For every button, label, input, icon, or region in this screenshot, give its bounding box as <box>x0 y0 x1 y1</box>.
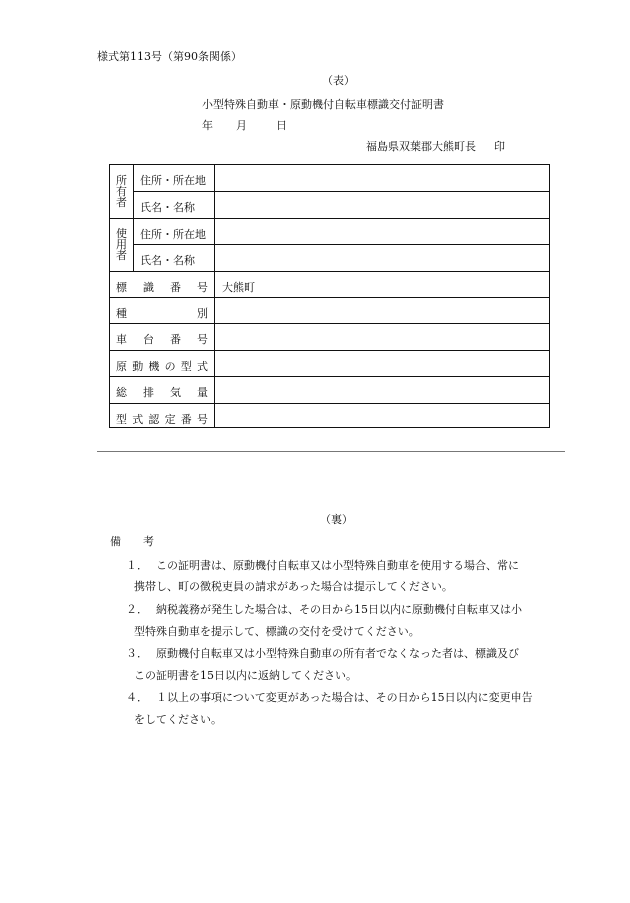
note-1-line-2: 携帯し、町の徴税吏員の請求があった場合は提示してください。 <box>134 580 453 593</box>
user-name-row <box>134 244 549 271</box>
label-char: 台 <box>143 333 154 347</box>
note-text: この証明書は、原動機付自転車又は小型特殊自動車を使用する場合、常に <box>156 559 519 572</box>
user-address-row <box>134 218 549 245</box>
label-char: 号 <box>196 412 208 426</box>
form-id: 様式第113号（第90条関係） <box>97 50 242 63</box>
user-char: 使 <box>116 227 127 241</box>
back-side-label: （裏） <box>320 513 353 526</box>
label-char: 排 <box>143 386 154 400</box>
label-char: 号 <box>197 333 208 347</box>
label-char: 標 <box>116 280 127 294</box>
engine-model-row <box>110 350 549 377</box>
label-char: 番 <box>170 333 181 347</box>
date-day: 日 <box>276 119 287 132</box>
label-char: 番 <box>180 412 192 426</box>
owner-address-row <box>134 165 549 191</box>
plate-number-label <box>116 279 208 295</box>
date-year: 年 <box>202 119 213 132</box>
label-char: 番 <box>170 280 181 294</box>
certificate-table <box>109 164 550 428</box>
note-3-line-2: この証明書を15日以内に返納してください。 <box>134 669 357 682</box>
label-char: 識 <box>143 280 154 294</box>
label-char: 量 <box>197 386 208 400</box>
note-number: ４． <box>126 691 148 704</box>
label-char: 定 <box>164 412 176 426</box>
user-char: 者 <box>116 249 127 263</box>
engine-model-label <box>116 358 208 374</box>
type-label <box>116 305 208 321</box>
label-char: 式 <box>196 359 208 373</box>
label-char: 型 <box>180 359 192 373</box>
note-2-line-2: 型特殊自動車を提示して、標識の交付を受けてください。 <box>134 625 420 638</box>
note-4-line-1 <box>126 689 533 705</box>
type-approval-label <box>116 411 208 427</box>
front-side-label: （表） <box>322 74 355 87</box>
label-char: 気 <box>170 386 181 400</box>
label-char: 型 <box>116 412 127 426</box>
date-line <box>202 117 287 133</box>
notes-heading: 備 考 <box>110 535 154 548</box>
chassis-number-row <box>110 323 549 350</box>
type-approval-row <box>110 403 549 430</box>
owner-char: 所 <box>116 173 127 187</box>
displacement-row <box>110 376 549 403</box>
owner-char: 有 <box>116 184 127 198</box>
displacement-label <box>116 384 208 400</box>
chassis-number-label <box>116 331 208 347</box>
owner-group-label <box>110 165 134 218</box>
issuer <box>366 138 505 154</box>
label-char: 号 <box>197 280 208 294</box>
note-2-line-1 <box>126 601 522 617</box>
page-divider <box>97 451 565 452</box>
label-char: 別 <box>197 307 208 320</box>
note-number: ２． <box>126 603 148 616</box>
owner-address-label: 住所・所在地 <box>140 174 206 187</box>
label-char: 式 <box>132 412 144 426</box>
owner-name-label: 氏名・名称 <box>140 201 195 215</box>
note-1-line-1 <box>126 557 519 573</box>
document-title: 小型特殊自動車・原動機付自転車標識交付証明書 <box>202 98 444 111</box>
user-name-label: 氏名・名称 <box>140 254 195 268</box>
note-number: １． <box>126 559 148 572</box>
note-3-line-1 <box>126 645 519 661</box>
owner-name-row <box>134 191 549 218</box>
note-number: ３． <box>126 647 148 660</box>
label-char: 動 <box>132 359 144 373</box>
label-char: 総 <box>116 386 127 400</box>
user-address-label: 住所・所在地 <box>140 227 206 241</box>
plate-number-row <box>110 271 549 298</box>
note-4-line-2: をしてください。 <box>134 713 222 726</box>
label-char: 種 <box>116 307 127 320</box>
label-char: 機 <box>148 359 160 373</box>
label-char: の <box>164 359 176 373</box>
issuer-name: 福島県双葉郡大熊町長 <box>366 140 476 153</box>
note-text: 原動機付自転車又は小型特殊自動車の所有者でなくなった者は、標識及び <box>156 647 519 660</box>
date-month: 月 <box>236 119 247 132</box>
label-char: 車 <box>116 333 127 347</box>
plate-number-value: 大熊町 <box>222 280 255 294</box>
type-row <box>110 297 549 324</box>
label-char: 認 <box>148 412 160 426</box>
seal-mark: 印 <box>494 140 505 153</box>
user-char: 用 <box>116 238 127 252</box>
note-text: １以上の事項について変更があった場合は、その日から15日以内に変更申告 <box>156 691 533 704</box>
owner-char: 者 <box>116 195 127 209</box>
label-char: 原 <box>116 359 127 373</box>
user-group-label <box>110 218 134 271</box>
note-text: 納税義務が発生した場合は、その日から15日以内に原動機付自転車又は小 <box>156 603 522 616</box>
